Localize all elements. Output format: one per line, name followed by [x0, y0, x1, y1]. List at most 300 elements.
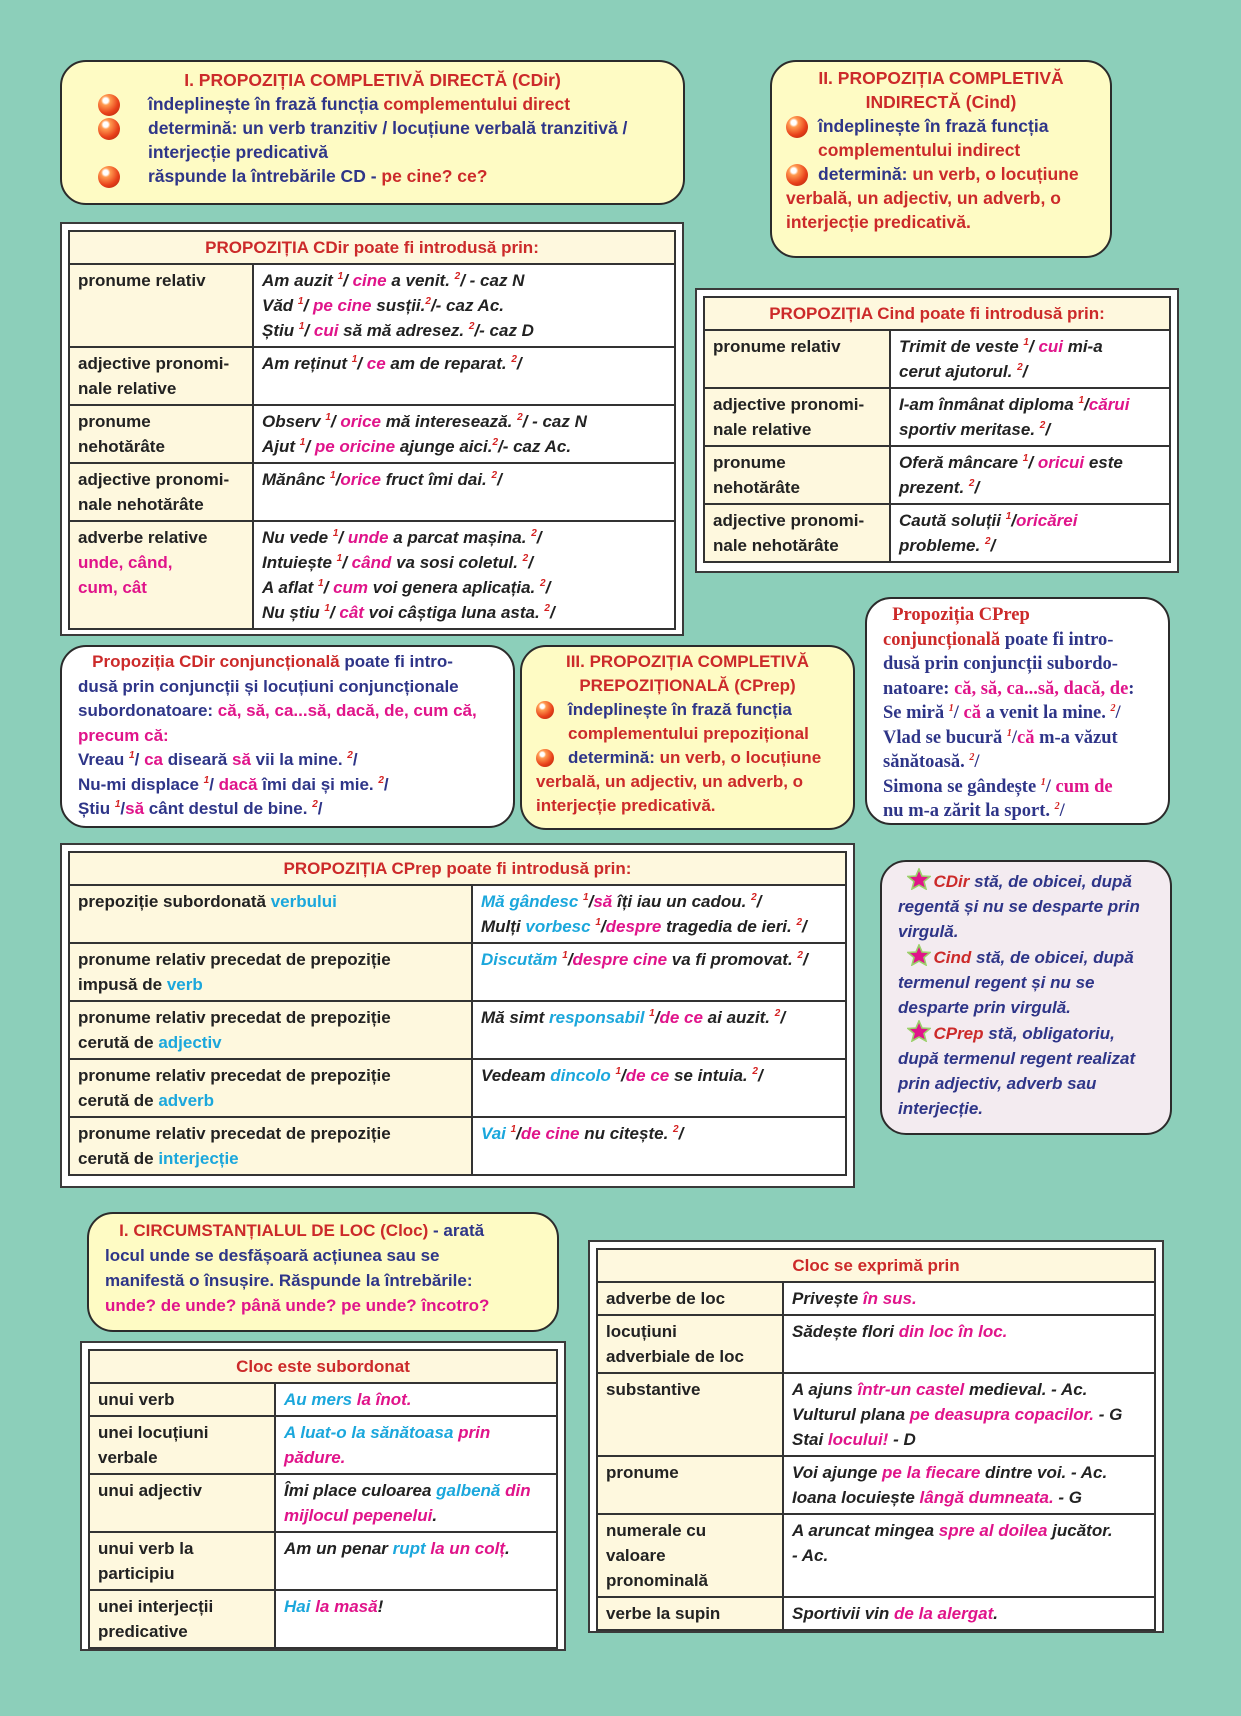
- text-fragment: pronume: [713, 453, 786, 472]
- clause-index-marker: 1: [1022, 453, 1029, 464]
- text-fragment: /: [974, 752, 980, 772]
- text-fragment: adjective pronomi-: [78, 470, 230, 489]
- text-fragment: locuțiuni: [606, 1322, 677, 1341]
- cind-title-line1: II. PROPOZIȚIA COMPLETIVĂ: [818, 68, 1064, 88]
- cdir-intro-table: [68, 230, 676, 630]
- text-fragment: de ce: [659, 1008, 703, 1027]
- bullet-text: determină:: [568, 748, 660, 767]
- table-row: [704, 330, 1170, 388]
- text-fragment: regentă și nu se desparte prin: [898, 897, 1140, 916]
- text-fragment: că: [1017, 727, 1035, 748]
- text-fragment: sportiv meritase.: [899, 420, 1040, 439]
- text-fragment: /: [990, 536, 996, 555]
- table-row: [69, 1001, 846, 1059]
- row-example: [472, 1117, 846, 1175]
- row-example: [890, 330, 1170, 388]
- text-fragment: m-a văzut: [1034, 727, 1118, 748]
- row-label: [597, 1282, 783, 1315]
- text-fragment: ca: [144, 750, 163, 769]
- cdir-bullet-3: [76, 164, 669, 188]
- cprep-intro-table-frame: [60, 843, 855, 1188]
- row-example: [275, 1532, 557, 1590]
- text-fragment: /: [342, 553, 347, 572]
- text-fragment: Vedeam: [481, 1066, 551, 1085]
- text-fragment: cânt destul de bine.: [144, 799, 313, 818]
- bullet-highlight: pe cine? ce?: [381, 166, 488, 186]
- text-fragment: din: [505, 1481, 531, 1500]
- text-fragment: :: [1128, 678, 1135, 699]
- text-fragment: /: [756, 892, 762, 911]
- table-row: [89, 1383, 557, 1416]
- row-example: [275, 1590, 557, 1648]
- text-fragment: nu citește.: [579, 1124, 674, 1143]
- row-example: [783, 1282, 1155, 1315]
- row-label: [89, 1590, 275, 1648]
- row-example: [253, 405, 675, 463]
- text-fragment: cui: [313, 321, 339, 340]
- row-label: [704, 330, 890, 388]
- text-fragment: nehotărâte: [713, 478, 800, 497]
- text-fragment: la masă: [315, 1597, 378, 1616]
- text-fragment: într-un castel: [857, 1380, 965, 1399]
- text-fragment: unde: [347, 528, 389, 547]
- text-fragment: /: [383, 774, 389, 794]
- row-example: [890, 504, 1170, 562]
- text-fragment: /: [1045, 776, 1051, 797]
- text-fragment: când: [351, 553, 392, 572]
- box-text: [883, 628, 1152, 653]
- text-fragment: /: [600, 917, 606, 936]
- text-fragment: pădure.: [284, 1448, 346, 1467]
- box-text: [883, 603, 1152, 628]
- row-example: [472, 885, 846, 943]
- row-example: [472, 943, 846, 1001]
- table-row: [597, 1373, 1155, 1456]
- text-fragment: /: [536, 528, 542, 547]
- text-fragment: unui verb la: [98, 1539, 194, 1558]
- box-questions: unde? de unde? până unde? pe unde? încotro?: [105, 1296, 490, 1315]
- bullet-continuation: interjecție predicativă.: [536, 796, 716, 815]
- clause-index-marker: 1: [325, 412, 331, 423]
- text-fragment: susții.: [371, 296, 426, 315]
- text-fragment: unei locuțiuni: [98, 1423, 209, 1442]
- clause-index-marker: 1: [299, 437, 306, 448]
- clause-index-marker: 2: [378, 774, 384, 786]
- text-fragment: orice: [340, 470, 381, 489]
- text-fragment: Propoziția CPrep: [892, 605, 1030, 625]
- bullet-highlight: un verb, o locuțiune: [912, 164, 1079, 184]
- text-fragment: să: [125, 799, 145, 818]
- text-fragment: dincolo: [550, 1066, 616, 1085]
- row-label: [69, 885, 472, 943]
- cprep-bullet-1: [536, 698, 839, 746]
- clause-index-marker: 1: [1040, 776, 1046, 788]
- row-label: [597, 1597, 783, 1630]
- bullet-highlight: complementului direct: [383, 94, 571, 114]
- cind-bullet-1: [786, 114, 1096, 162]
- bullet-ball-icon: [98, 94, 120, 116]
- text-fragment: Mă simt: [481, 1008, 550, 1027]
- example-line: [883, 701, 1152, 726]
- text-fragment: cum: [333, 578, 369, 597]
- text-fragment: pe cine: [312, 296, 372, 315]
- text-fragment: am de reparat.: [385, 354, 512, 373]
- text-fragment: ai auzit.: [702, 1008, 775, 1027]
- text-fragment: CPrep: [933, 1024, 984, 1043]
- text-fragment: pronume: [606, 1463, 679, 1482]
- clause-index-marker: 1: [948, 703, 954, 714]
- text-fragment: pronume relativ precedat de prepoziție: [78, 1124, 391, 1143]
- row-example: [890, 388, 1170, 446]
- bullet-ball-icon: [536, 749, 554, 767]
- row-label: [89, 1416, 275, 1474]
- row-example: [783, 1315, 1155, 1373]
- text-fragment: Voi ajunge: [792, 1463, 883, 1482]
- text-fragment: virgulă.: [898, 922, 959, 941]
- text-fragment: pe la fiecare: [882, 1463, 981, 1482]
- text-fragment: verbe la supin: [606, 1604, 721, 1623]
- clause-index-marker: 2: [540, 578, 546, 589]
- text-fragment: la înot.: [356, 1390, 412, 1409]
- clause-index-marker: 2: [1054, 801, 1060, 812]
- text-fragment: fruct îmi dai.: [380, 470, 492, 489]
- text-fragment: I-am înmânat diploma: [899, 395, 1079, 414]
- row-label: [69, 521, 253, 629]
- text-fragment: să: [593, 892, 613, 911]
- bullet-highlight: complementului prepozițional: [568, 724, 809, 743]
- text-fragment: Caută soluții: [899, 511, 1006, 530]
- row-label: [597, 1514, 783, 1597]
- text-fragment: nehotărâte: [78, 437, 165, 456]
- clause-index-marker: 2: [673, 1124, 679, 1135]
- table-row: [704, 504, 1170, 562]
- text-fragment: Au mers: [284, 1390, 357, 1409]
- clause-index-marker: 1: [324, 603, 330, 614]
- note-cprep: [898, 1020, 1154, 1121]
- text-fragment: /: [335, 470, 341, 489]
- clause-index-marker: 2: [454, 271, 461, 282]
- text-fragment: să: [232, 750, 251, 769]
- box-text: [78, 650, 497, 675]
- text-fragment: cum, cât: [78, 578, 147, 597]
- text-fragment: /: [780, 1008, 786, 1027]
- cdir-intro-table-frame: [60, 222, 684, 636]
- table-row: [69, 1059, 846, 1117]
- text-fragment: cerută de: [78, 1091, 159, 1110]
- text-fragment: Mă gândesc: [481, 892, 584, 911]
- text-fragment: Ajut: [262, 437, 300, 456]
- text-fragment: /: [974, 478, 980, 497]
- text-fragment: /: [1115, 703, 1121, 723]
- text-fragment: - arată: [428, 1221, 485, 1240]
- text-fragment: CDir: [933, 872, 970, 891]
- text-fragment: /: [209, 774, 214, 794]
- text-fragment: .: [993, 1604, 998, 1623]
- text-fragment: /: [545, 578, 551, 597]
- text-fragment: adverb: [158, 1091, 215, 1110]
- text-fragment: la un colț: [430, 1539, 506, 1558]
- text-fragment: adverbe relative: [78, 528, 208, 547]
- row-example: [275, 1474, 557, 1532]
- text-fragment: responsabil: [549, 1008, 650, 1027]
- text-fragment: nu m-a zărit la sport.: [883, 801, 1055, 821]
- example-line: [883, 750, 1152, 775]
- text-fragment: a venit la mine.: [981, 703, 1111, 723]
- table-row: [89, 1590, 557, 1648]
- text-fragment: Trimit de veste: [899, 337, 1024, 356]
- text-fragment: Nu-mi displace: [78, 774, 204, 794]
- bullet-text: răspunde la întrebările CD -: [148, 166, 382, 186]
- clause-index-marker: 2: [984, 536, 991, 547]
- text-fragment: - G: [1053, 1488, 1083, 1507]
- text-fragment: probleme.: [899, 536, 985, 555]
- row-label: [69, 1059, 472, 1117]
- clause-index-marker: 2: [425, 296, 431, 307]
- clause-index-marker: 1: [203, 774, 210, 786]
- table-row: [69, 405, 675, 463]
- text-fragment: valoare: [606, 1546, 666, 1565]
- row-example: [890, 446, 1170, 504]
- cloc-expression-table-frame: [588, 1240, 1164, 1633]
- row-label: [69, 1001, 472, 1059]
- text-fragment: că, să, ca...să, dacă, de: [954, 678, 1129, 699]
- table-row: [704, 446, 1170, 504]
- clause-index-marker: 2: [969, 752, 975, 763]
- clause-index-marker: 2: [468, 321, 475, 332]
- text-fragment: verbale: [98, 1448, 158, 1467]
- text-fragment: dintre voi. - Ac.: [980, 1463, 1108, 1482]
- text-fragment: !: [377, 1597, 384, 1616]
- text-fragment: /: [357, 354, 363, 373]
- text-fragment: îmi dai și mie.: [257, 774, 379, 794]
- clause-index-marker: 2: [531, 528, 537, 539]
- text-fragment: Am auzit: [262, 271, 338, 290]
- text-fragment: voi câștiga luna asta.: [363, 603, 545, 622]
- text-fragment: din loc în loc.: [898, 1322, 1008, 1341]
- row-label: [597, 1373, 783, 1456]
- text-fragment: galbenă: [436, 1481, 506, 1500]
- text-fragment: /: [953, 703, 959, 723]
- clause-index-marker: 2: [1110, 703, 1116, 714]
- text-fragment: pronume: [78, 412, 151, 431]
- cprep-conjunctional-box: [865, 597, 1170, 825]
- clause-index-marker: 2: [492, 437, 498, 448]
- text-fragment: Am un penar: [284, 1539, 393, 1558]
- text-fragment: jucător.: [1047, 1521, 1113, 1540]
- text-fragment: pe deasupra copacilor.: [909, 1405, 1095, 1424]
- clause-index-marker: 2: [347, 750, 353, 761]
- text-fragment: despre: [605, 917, 662, 936]
- text-fragment: va sosi coletul.: [391, 553, 523, 572]
- text-fragment: Observ: [262, 412, 326, 431]
- text-fragment: după termenul regent realizat: [898, 1049, 1136, 1068]
- row-label: pronume relativ: [69, 264, 253, 347]
- text-fragment: interjecție: [158, 1149, 239, 1168]
- clause-index-marker: 2: [968, 478, 975, 489]
- text-fragment: Știu: [262, 321, 299, 340]
- text-fragment: A luat-o la sănătoasa: [284, 1423, 459, 1442]
- text-fragment: dacă: [218, 774, 258, 794]
- text-fragment: adjective pronomi-: [713, 511, 865, 530]
- text-fragment: / - caz N: [460, 271, 525, 290]
- text-fragment: /- caz Ac.: [498, 437, 572, 456]
- text-fragment: cerută de: [78, 1033, 159, 1052]
- clause-index-marker: 1: [1078, 395, 1085, 406]
- text-fragment: să mă adresez.: [338, 321, 469, 340]
- clause-index-marker: 1: [330, 470, 336, 481]
- bullet-text: interjecție predicativă: [148, 142, 328, 162]
- text-fragment: că: [963, 703, 981, 723]
- table-row: [69, 885, 846, 943]
- text-fragment: /: [338, 528, 344, 547]
- cdir-title: I. PROPOZIȚIA COMPLETIVĂ DIRECTĂ (CDir): [184, 70, 561, 90]
- text-fragment: .: [505, 1539, 510, 1558]
- text-fragment: predicative: [98, 1622, 188, 1641]
- text-fragment: Se miră: [883, 703, 949, 723]
- text-fragment: - D: [888, 1430, 916, 1449]
- text-fragment: - G: [1094, 1405, 1123, 1424]
- text-fragment: că, să, ca...să, dacă, de, cum că,: [217, 701, 477, 720]
- text-fragment: adverbe de loc: [606, 1289, 726, 1308]
- clause-index-marker: 1: [595, 917, 601, 928]
- text-fragment: Cind: [933, 948, 972, 967]
- text-fragment: Oferă mâncare: [899, 453, 1023, 472]
- text-fragment: /- caz Ac.: [430, 296, 505, 315]
- text-fragment: /: [588, 892, 594, 911]
- text-fragment: /: [516, 354, 522, 373]
- row-example: [783, 1597, 1155, 1630]
- text-fragment: cerut ajutorul.: [899, 362, 1018, 381]
- clause-index-marker: 2: [312, 799, 318, 810]
- text-fragment: de cine: [520, 1124, 580, 1143]
- star-icon: [907, 1020, 931, 1042]
- text-fragment: /: [1011, 511, 1017, 530]
- cprep-definition-box: [520, 645, 855, 830]
- clause-index-marker: 2: [491, 470, 498, 481]
- text-fragment: despre cine: [572, 950, 668, 969]
- text-fragment: prepoziție subordonată: [78, 892, 271, 911]
- text-fragment: oricui: [1037, 453, 1085, 472]
- table-row: [597, 1514, 1155, 1597]
- clause-index-marker: 1: [583, 892, 589, 903]
- placement-notes-box: [880, 860, 1172, 1135]
- text-fragment: prin adjectiv, adverb sau: [898, 1074, 1097, 1093]
- text-fragment: /: [1011, 727, 1018, 748]
- bullet-ball-icon: [536, 701, 554, 719]
- text-fragment: spre al doilea: [938, 1521, 1048, 1540]
- text-fragment: /: [120, 799, 126, 818]
- text-fragment: Știu: [78, 799, 115, 818]
- text-fragment: impusă de: [78, 975, 167, 994]
- text-fragment: Stai: [792, 1430, 828, 1449]
- clause-index-marker: 1: [297, 296, 304, 307]
- cprep-bullet-2: [536, 746, 839, 770]
- box-text: precum că:: [78, 725, 169, 745]
- text-fragment: medieval. - Ac.: [964, 1380, 1088, 1399]
- text-fragment: de la alergat: [894, 1604, 994, 1623]
- clause-index-marker: 2: [522, 553, 529, 564]
- text-fragment: cine: [352, 271, 387, 290]
- text-fragment: Hai: [284, 1597, 316, 1616]
- text-fragment: /: [528, 553, 533, 572]
- bullet-text: determină: un verb tranzitiv / locuțiune verbală tranzitivă /: [148, 118, 628, 138]
- text-fragment: Sădește flori: [792, 1322, 899, 1341]
- text-fragment: /: [317, 799, 323, 818]
- text-fragment: în sus: [862, 1289, 913, 1308]
- text-fragment: nale nehotărâte: [78, 495, 204, 514]
- clause-index-marker: 1: [1006, 727, 1012, 739]
- text-fragment: diseară: [163, 750, 232, 769]
- text-fragment: este: [1084, 453, 1123, 472]
- clause-index-marker: 1: [615, 1066, 622, 1077]
- text-fragment: I. CIRCUMSTANȚIALUL DE LOC (Cloc): [119, 1221, 429, 1240]
- cdir-bullet-1: [76, 92, 669, 116]
- row-label: [89, 1474, 275, 1532]
- text-fragment: cerută de: [78, 1149, 159, 1168]
- cloc-subordinate-table: [88, 1349, 558, 1649]
- text-fragment: Vulturul plana: [792, 1405, 910, 1424]
- text-fragment: Propoziția CDir conjuncțională: [92, 652, 340, 671]
- text-fragment: Îmi place culoarea: [284, 1481, 437, 1500]
- text-fragment: stă, de obicei, după: [969, 872, 1132, 891]
- example-line: [78, 797, 497, 822]
- text-fragment: adjective pronomi-: [713, 395, 865, 414]
- text-fragment: /: [329, 603, 335, 622]
- clause-index-marker: 1: [129, 750, 135, 761]
- text-fragment: /: [497, 470, 502, 489]
- clause-index-marker: 2: [797, 950, 803, 961]
- cprep-intro-table: [68, 851, 847, 1176]
- cprep-title-line1: III. PROPOZIȚIA COMPLETIVĂ: [565, 652, 810, 671]
- table-header: PROPOZIȚIA Cind poate fi introdusă prin:: [704, 297, 1170, 330]
- clause-index-marker: 2: [511, 354, 517, 365]
- text-fragment: unei interjecții: [98, 1597, 214, 1616]
- text-fragment: /: [802, 950, 808, 969]
- row-label: [704, 446, 890, 504]
- table-header: PROPOZIȚIA CDir poate fi introdusă prin:: [69, 231, 675, 264]
- text-fragment: cum de: [1055, 776, 1113, 797]
- text-fragment: /: [549, 603, 555, 622]
- text-fragment: subordonatoare:: [78, 701, 218, 720]
- text-fragment: /: [567, 950, 573, 969]
- text-fragment: Discutăm: [481, 950, 563, 969]
- row-label: [89, 1383, 275, 1416]
- text-fragment: va fi promovat.: [667, 950, 798, 969]
- clause-index-marker: 1: [318, 578, 324, 589]
- clause-index-marker: 1: [337, 271, 344, 282]
- row-label: [69, 405, 253, 463]
- text-fragment: - Ac.: [792, 1546, 829, 1565]
- text-fragment: pe oricine: [314, 437, 396, 456]
- example-line: [883, 799, 1152, 824]
- text-fragment: numerale cu: [606, 1521, 707, 1540]
- row-example: [253, 264, 675, 347]
- box-text: dusă prin conjuncții subordo-: [883, 654, 1118, 674]
- bullet-ball-icon: [786, 164, 808, 186]
- text-fragment: /: [343, 271, 348, 290]
- clause-index-marker: 2: [774, 1008, 781, 1019]
- clause-index-marker: 2: [752, 1066, 758, 1077]
- cind-intro-table-frame: [695, 288, 1179, 573]
- text-fragment: .: [432, 1506, 438, 1525]
- text-fragment: /: [1059, 801, 1065, 821]
- cprep-title-line2: PREPOZIȚIONALĂ (CPrep): [579, 676, 796, 695]
- text-fragment: participiu: [98, 1564, 175, 1583]
- text-fragment: ce: [366, 354, 386, 373]
- cloc-subordinate-table-frame: [80, 1341, 566, 1651]
- text-fragment: poate fi intro-: [1000, 629, 1114, 650]
- text-fragment: /: [621, 1066, 626, 1085]
